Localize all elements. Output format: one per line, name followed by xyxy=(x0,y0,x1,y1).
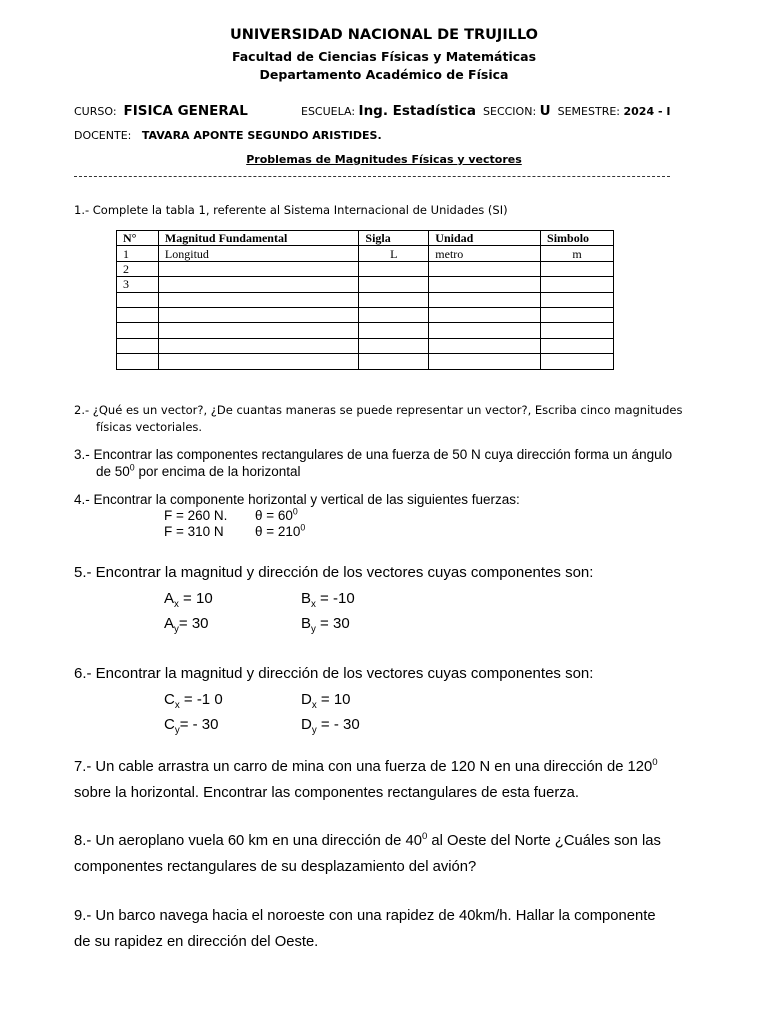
question-8-line-1: 8.- Un aeroplano vuela 60 km en una dirección de $40^0$ al Oeste del Norte ¿Cuáles son las xyxy=(74,831,661,849)
question-5: 5.- Encontrar la magnitud y dirección de los vectores cuyas componentes son: xyxy=(74,564,594,581)
table-cell[interactable] xyxy=(429,307,541,322)
question-1: 1.- Complete la tabla 1, referente al Sistema Internacional de Unidades (SI) xyxy=(74,203,508,217)
component-ay: $A_y= 30$ xyxy=(164,615,209,635)
table-cell[interactable] xyxy=(158,338,359,353)
docente-label: DOCENTE: xyxy=(74,129,132,142)
table-cell[interactable] xyxy=(541,323,614,338)
question-6: 6.- Encontrar la magnitud y dirección de los vectores cuyas componentes son: xyxy=(74,665,594,682)
header-simbolo: Simbolo xyxy=(541,231,614,246)
table-cell[interactable] xyxy=(117,292,159,307)
table-cell[interactable]: 3 xyxy=(117,277,159,292)
table-row xyxy=(117,292,614,307)
university-title: UNIVERSIDAD NACIONAL DE TRUJILLO xyxy=(229,27,539,43)
table-cell[interactable] xyxy=(117,323,159,338)
component-dy: $D_y$ = - 30 xyxy=(301,716,360,736)
curso-value: FISICA GENERAL xyxy=(123,103,248,119)
component-bx: $B_x = -10$ xyxy=(301,590,355,610)
question-3-line-1: 3.- Encontrar las componentes rectangulares de una fuerza de 50 N cuya dirección forma un ángulo xyxy=(74,447,673,462)
force-1: F = 260 N. xyxy=(164,508,228,523)
angle-2: $\theta = 210^0$ xyxy=(255,522,306,539)
table-cell[interactable] xyxy=(541,354,614,369)
table-row xyxy=(117,261,614,276)
force-2: F = 310 N xyxy=(164,524,224,539)
header-sigla: Sigla xyxy=(359,231,429,246)
question-8 xyxy=(74,828,704,880)
component-by: $B_y = 30$ xyxy=(301,615,350,635)
semestre-value: 2024 - I xyxy=(623,105,671,118)
table-cell[interactable]: 2 xyxy=(117,261,159,276)
question-7-line-1: 7.- Un cable arrastra un carro de mina con una fuerza de 120 N en una dirección de $120^0$ xyxy=(74,757,658,775)
si-units-table xyxy=(116,230,614,370)
table-cell[interactable] xyxy=(541,292,614,307)
docente-value: TAVARA APONTE SEGUNDO ARISTIDES. xyxy=(141,129,382,142)
table-row xyxy=(117,354,614,369)
table-row xyxy=(117,307,614,322)
seccion-value: U xyxy=(539,103,551,119)
table-cell[interactable] xyxy=(158,307,359,322)
question-7 xyxy=(74,754,704,806)
component-ax: $A_x = 10$ xyxy=(164,590,213,610)
table-row xyxy=(117,246,614,261)
table-cell[interactable] xyxy=(429,292,541,307)
table-cell[interactable] xyxy=(541,261,614,276)
question-9 xyxy=(74,903,704,955)
table-cell[interactable] xyxy=(117,354,159,369)
table-cell[interactable] xyxy=(359,292,429,307)
curso-label: CURSO: xyxy=(74,105,117,118)
angle-1: $\theta = 60^0$ xyxy=(255,506,298,523)
table-cell[interactable] xyxy=(429,338,541,353)
escuela-value: Ing. Estadística xyxy=(358,103,477,119)
header-unidad: Unidad xyxy=(429,231,541,246)
table-cell[interactable] xyxy=(359,354,429,369)
table-cell[interactable] xyxy=(158,292,359,307)
seccion-label: SECCION: xyxy=(483,105,537,118)
table-cell[interactable]: metro xyxy=(429,246,541,261)
question-8-line-2: componentes rectangulares de su desplazamiento del avión? xyxy=(74,859,477,875)
table-cell[interactable] xyxy=(429,354,541,369)
table-cell[interactable] xyxy=(429,277,541,292)
table-cell[interactable]: m xyxy=(541,246,614,261)
table-cell[interactable] xyxy=(359,323,429,338)
table-cell[interactable] xyxy=(359,277,429,292)
course-info xyxy=(74,103,248,119)
table-row xyxy=(117,323,614,338)
question-2-line-1: 2.- ¿Qué es un vector?, ¿De cuantas maneras se puede representar un vector?, Escriba cinco magnitudes xyxy=(74,403,683,417)
department-title: Departamento Académico de Física xyxy=(259,67,509,82)
table-cell[interactable] xyxy=(429,323,541,338)
worksheet-subtitle: Problemas de Magnitudes Físicas y vectores xyxy=(246,153,522,166)
table-cell[interactable] xyxy=(359,261,429,276)
faculty-title: Facultad de Ciencias Físicas y Matemáticas xyxy=(231,49,537,64)
table-cell[interactable] xyxy=(541,338,614,353)
semestre-label: SEMESTRE: xyxy=(557,105,620,118)
table-cell[interactable] xyxy=(158,354,359,369)
table-cell[interactable]: Longitud xyxy=(158,246,359,261)
table-cell[interactable] xyxy=(158,261,359,276)
component-cy: $C_y= - 30$ xyxy=(164,716,219,736)
question-2-line-2: físicas vectoriales. xyxy=(96,420,203,434)
question-3-line-2: de $50^0$ por encima de la horizontal xyxy=(96,462,301,479)
table-row xyxy=(117,277,614,292)
table-cell[interactable] xyxy=(359,338,429,353)
table-cell[interactable] xyxy=(359,307,429,322)
component-dx: $D_x = 10$ xyxy=(301,691,351,711)
docente-info xyxy=(74,129,382,142)
table-cell[interactable] xyxy=(541,307,614,322)
component-cx: $C_x = -1$ 0 xyxy=(164,691,223,711)
separator-line xyxy=(74,176,670,177)
table-header-row xyxy=(117,231,614,246)
table-cell[interactable] xyxy=(429,261,541,276)
table-cell[interactable]: 1 xyxy=(117,246,159,261)
table-cell[interactable] xyxy=(158,277,359,292)
school-info xyxy=(301,103,670,119)
table-row xyxy=(117,338,614,353)
header-magnitude: Magnitud Fundamental xyxy=(158,231,359,246)
table-cell[interactable]: L xyxy=(359,246,429,261)
escuela-label: ESCUELA: xyxy=(301,105,356,118)
question-9-line-2: de su rapidez en dirección del Oeste. xyxy=(74,934,319,950)
table-cell[interactable] xyxy=(117,307,159,322)
table-cell[interactable] xyxy=(541,277,614,292)
question-7-line-2: sobre la horizontal. Encontrar las componentes rectangulares de esta fuerza. xyxy=(74,785,580,801)
question-9-line-1: 9.- Un barco navega hacia el noroeste con una rapidez de 40km/h. Hallar la componente xyxy=(74,908,656,924)
table-cell[interactable] xyxy=(117,338,159,353)
question-4: 4.- Encontrar la componente horizontal y vertical de las siguientes fuerzas: xyxy=(74,492,520,507)
header-number: N° xyxy=(117,231,159,246)
table-cell[interactable] xyxy=(158,323,359,338)
